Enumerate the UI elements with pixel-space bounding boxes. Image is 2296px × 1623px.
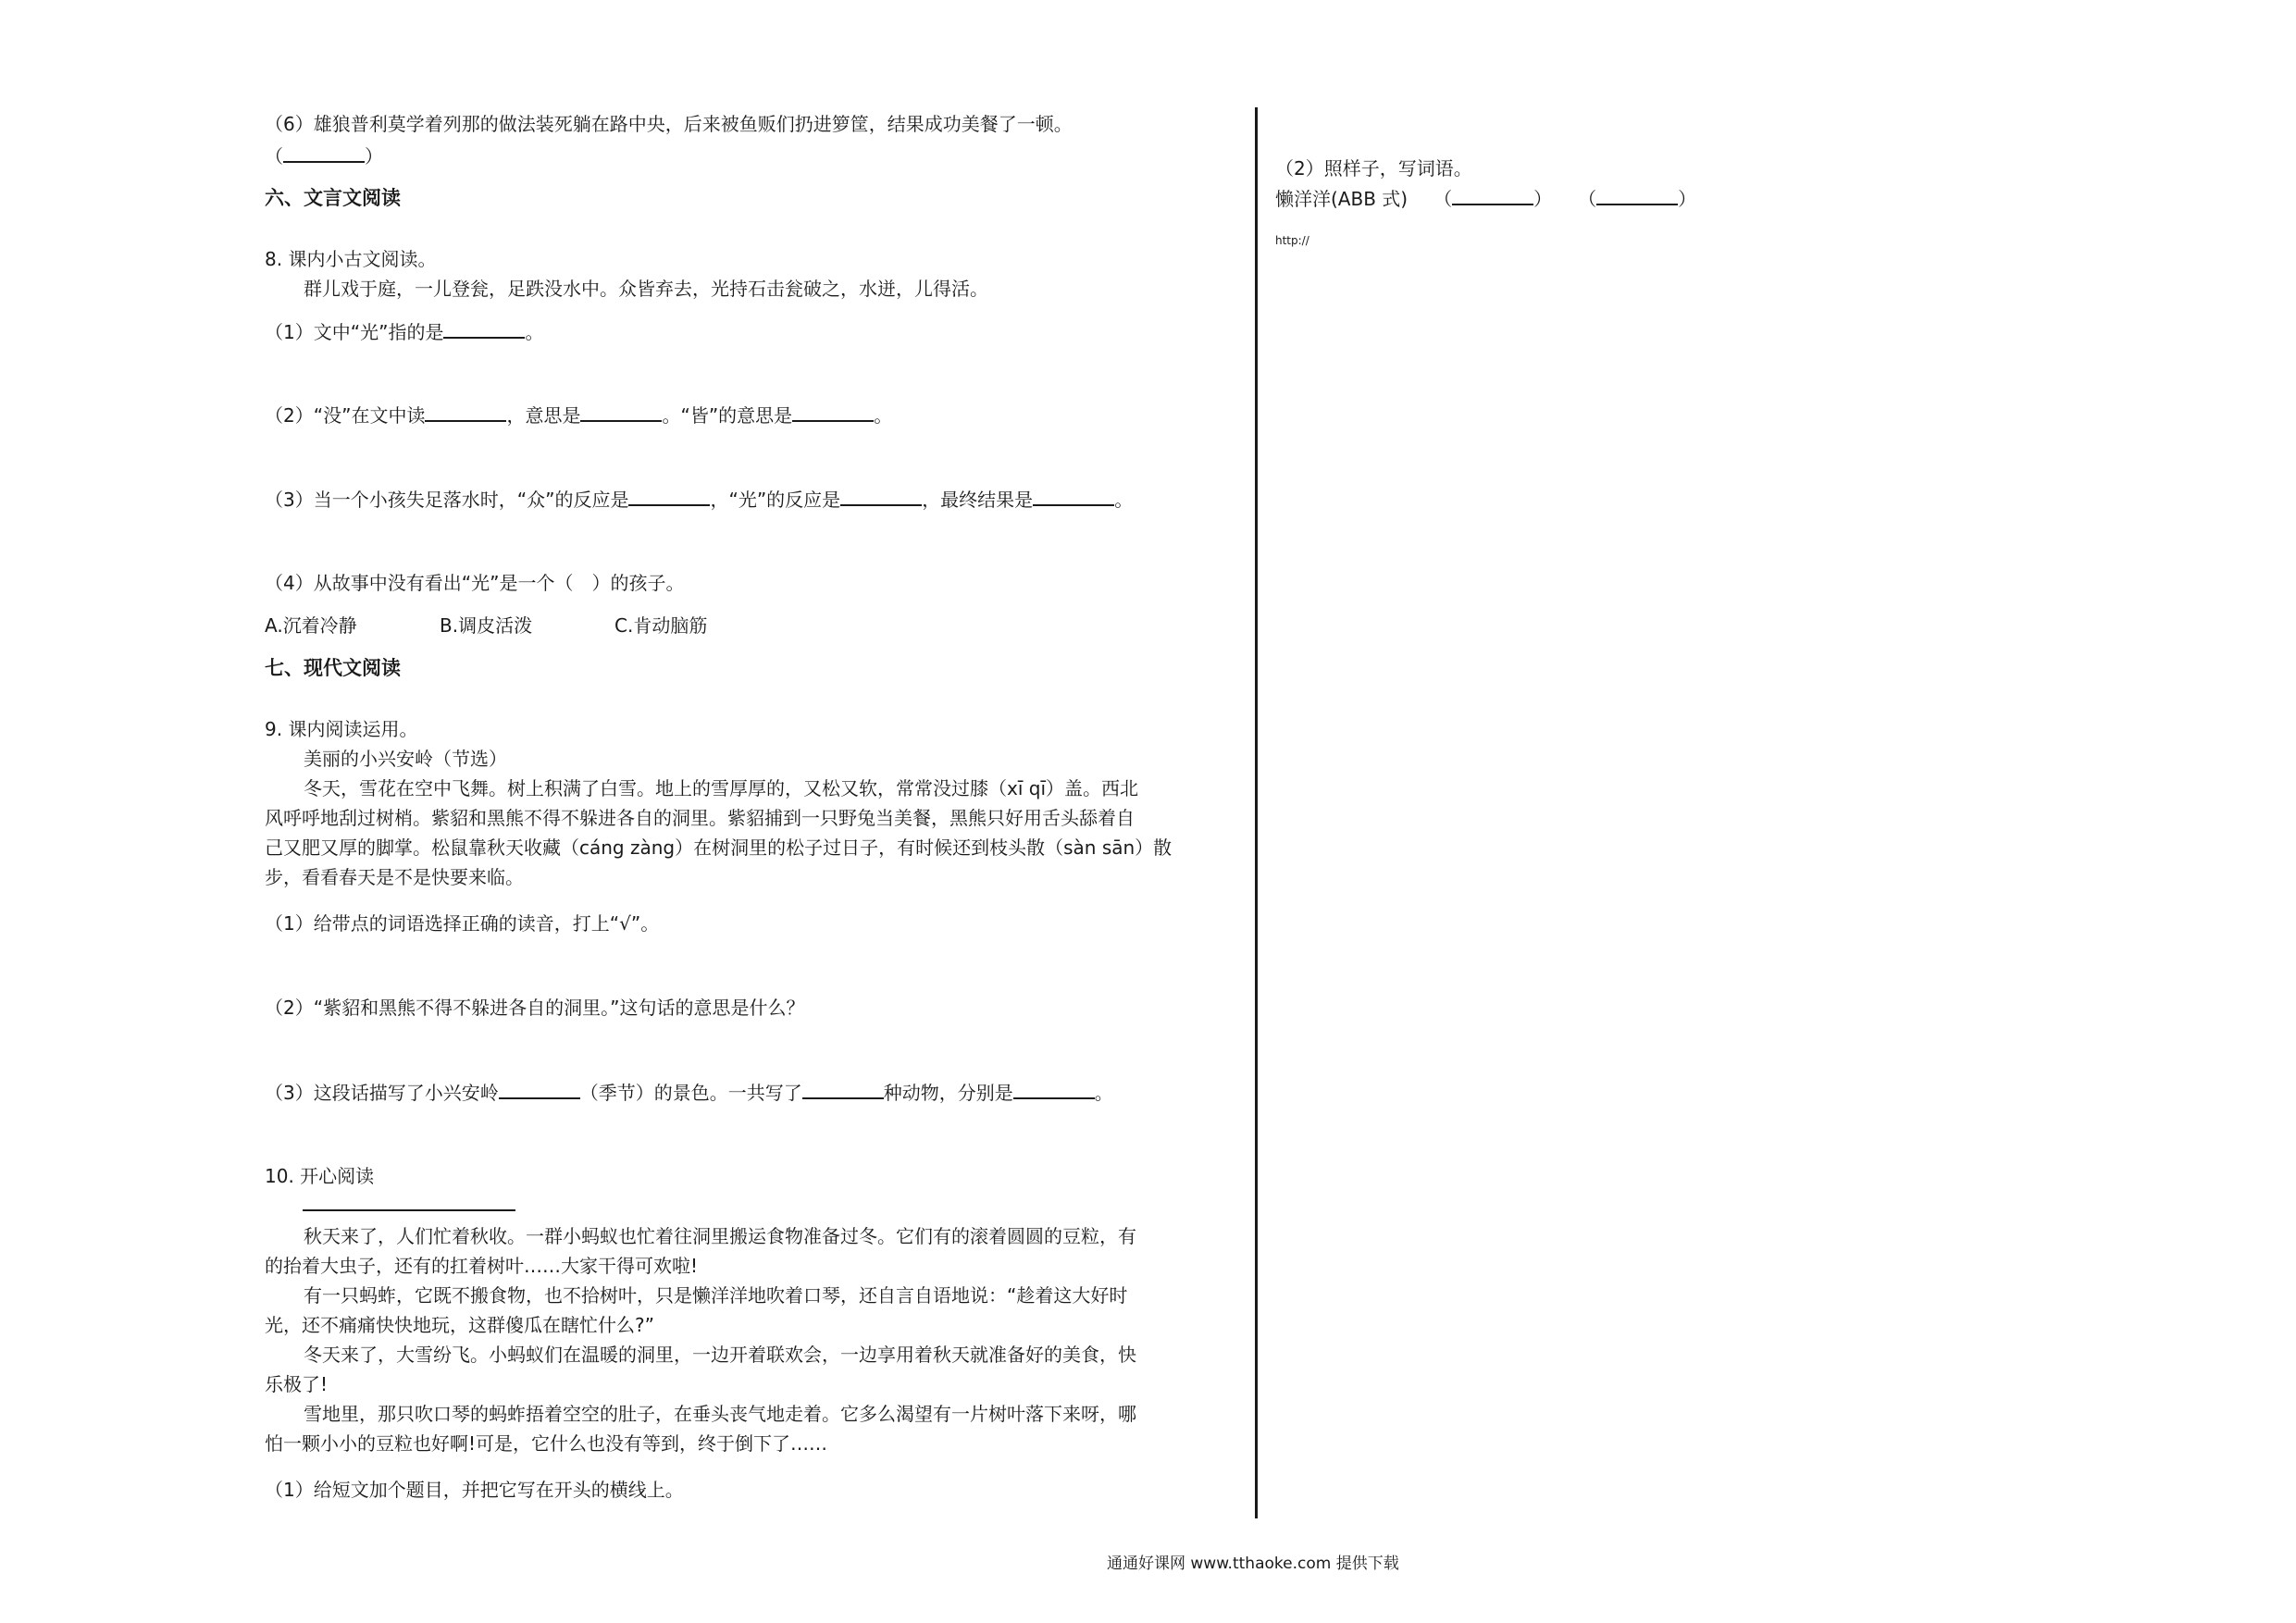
section-7-title: 七、现代文阅读	[265, 657, 401, 679]
q8-4-option-a[interactable]: A.沉着冷静	[265, 614, 357, 637]
q10-1: （1）给短文加个题目，并把它写在开头的横线上。	[265, 1479, 684, 1501]
q9-title: 9. 课内阅读运用。	[265, 718, 418, 740]
answer-blank[interactable]	[628, 484, 710, 506]
footer-credit: 通通好课网 www.tthaoke.com 提供下载	[1107, 1555, 1399, 1573]
q10-passage-line: 的抬着大虫子，还有的扛着树叶……大家干得可欢啦!	[265, 1255, 699, 1277]
q10-passage-line: 冬天来了，大雪纷飞。小蚂蚁们在温暖的洞里，一边开着联欢会，一边享用着秋天就准备好的美食，快	[304, 1344, 1136, 1366]
q10-passage-line: 雪地里，那只吹口琴的蚂蚱捂着空空的肚子，在垂头丧气地走着。它多么渴望有一片树叶落下来呀，哪	[304, 1403, 1136, 1425]
q10-passage-line: 乐极了!	[265, 1373, 329, 1395]
q9-passage-title: 美丽的小兴安岭（节选）	[304, 748, 507, 770]
q9-2: （2）“紫貂和黑熊不得不躲进各自的洞里。”这句话的意思是什么？	[265, 997, 805, 1019]
answer-blank[interactable]	[499, 1077, 580, 1099]
q10-passage-line: 秋天来了，人们忙着秋收。一群小蚂蚁也忙着往洞里搬运食物准备过冬。它们有的滚着圆圆的豆粒，有	[304, 1225, 1136, 1247]
answer-blank[interactable]	[1013, 1077, 1095, 1099]
column-divider	[1255, 107, 1258, 1518]
q9-passage-line: 冬天，雪花在空中飞舞。树上积满了白雪。地上的雪厚厚的，又松又软，常常没过膝（xī qī）盖。西北	[304, 777, 1139, 799]
q6-text: （6）雄狼普利莫学着列那的做法装死躺在路中央，后来被鱼贩们扔进箩筐，结果成功美餐了一顿。	[265, 113, 1073, 135]
q8-4: （4）从故事中没有看出“光”是一个（ ）的孩子。	[265, 572, 685, 594]
q10-2-example: 懒洋洋(ABB 式) （ ） （ ）	[1275, 183, 1696, 214]
q10-title: 10. 开心阅读	[265, 1165, 375, 1187]
title-answer-line[interactable]	[303, 1209, 515, 1211]
q10-passage-line: 光，还不痛痛快快地玩，这群傻瓜在瞎忙什么?”	[265, 1314, 654, 1336]
q8-3: （3）当一个小孩失足落水时，“众”的反应是 ，“光”的反应是 ，最终结果是 。	[265, 484, 1133, 514]
q9-3: （3）这段话描写了小兴安岭 （季节）的景色。一共写了 种动物，分别是 。	[265, 1077, 1113, 1108]
answer-blank[interactable]	[425, 400, 506, 422]
answer-blank[interactable]	[802, 1077, 884, 1099]
q8-4-option-c[interactable]: C.肯动脑筋	[614, 614, 708, 637]
q10-2: （2）照样子，写词语。	[1275, 157, 1472, 180]
answer-blank[interactable]	[792, 400, 874, 422]
q9-passage-line: 风呼呼地刮过树梢。紫貂和黑熊不得不躲进各自的洞里。紫貂捕到一只野兔当美餐，黑熊只好用舌头舔着自	[265, 807, 1135, 829]
answer-blank[interactable]	[1596, 183, 1678, 205]
q9-passage-line: 步，看看春天是不是快要来临。	[265, 866, 524, 888]
answer-blank[interactable]	[283, 141, 365, 163]
q8-2: （2）“没”在文中读 ，意思是 。“皆”的意思是 。	[265, 400, 892, 430]
q6-answer: （ ）	[265, 141, 383, 171]
answer-blank[interactable]	[443, 316, 525, 339]
url-fragment: http://	[1275, 234, 1309, 247]
answer-blank[interactable]	[580, 400, 662, 422]
q9-1: （1）给带点的词语选择正确的读音，打上“√”。	[265, 912, 660, 935]
answer-blank[interactable]	[840, 484, 922, 506]
q8-1: （1）文中“光”指的是 。	[265, 316, 543, 347]
q10-passage-line: 怕一颗小小的豆粒也好啊!可是，它什么也没有等到，终于倒下了……	[265, 1432, 828, 1455]
q9-passage-line: 己又肥又厚的脚掌。松鼠靠秋天收藏（cáng zàng）在树洞里的松子过日子，有时候还到枝头散（sàn sān）散	[265, 836, 1173, 859]
q8-passage: 群儿戏于庭，一儿登瓮，足跌没水中。众皆弃去，光持石击瓮破之，水迸，儿得活。	[304, 278, 988, 300]
q10-passage-line: 有一只蚂蚱，它既不搬食物，也不拾树叶，只是懒洋洋地吹着口琴，还自言自语地说：“趁着这大好时	[304, 1284, 1128, 1307]
answer-blank[interactable]	[1452, 183, 1533, 205]
answer-blank[interactable]	[1033, 484, 1114, 506]
q8-title: 8. 课内小古文阅读。	[265, 248, 437, 270]
section-6-title: 六、文言文阅读	[265, 187, 401, 209]
q8-4-option-b[interactable]: B.调皮活泼	[440, 614, 533, 637]
